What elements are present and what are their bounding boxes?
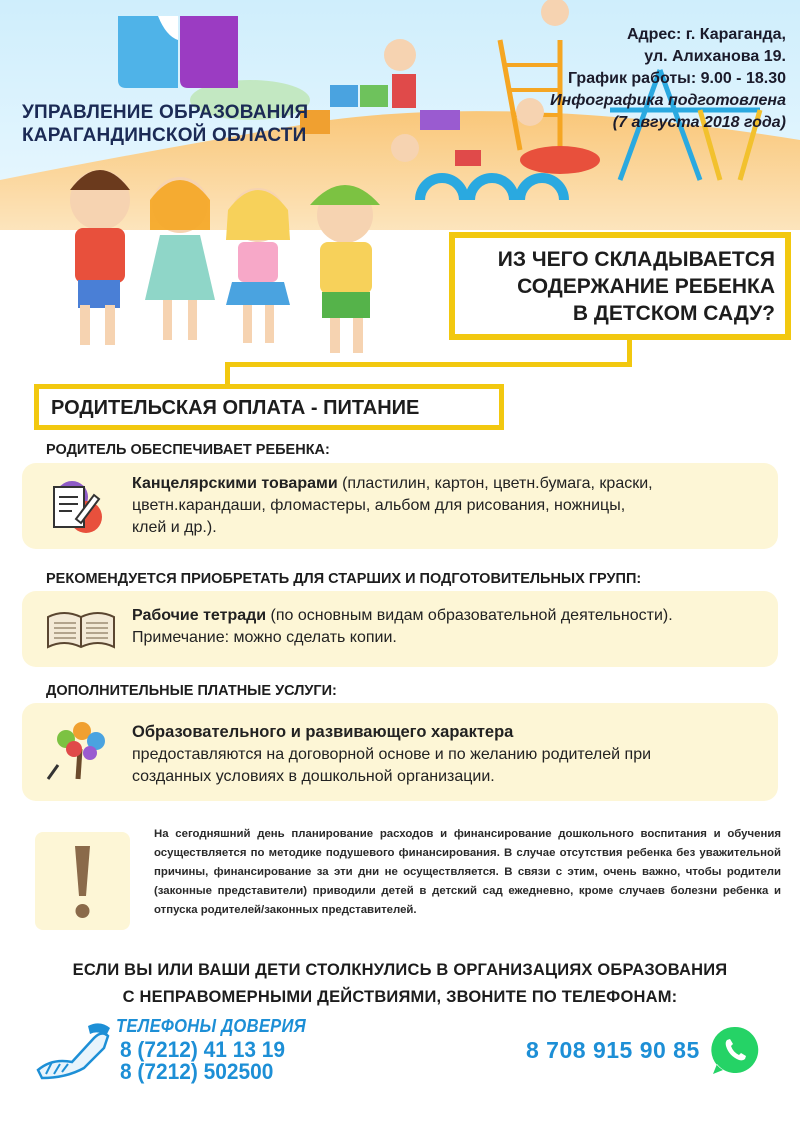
- cta-line2: С НЕПРАВОМЕРНЫМИ ДЕЙСТВИЯМИ, ЗВОНИТЕ ПО ТЕЛЕФОНАМ:: [122, 988, 678, 1006]
- workbooks-text: [132, 605, 673, 649]
- section-title: РОДИТЕЛЬСКАЯ ОПЛАТА - ПИТАНИЕ: [34, 384, 504, 430]
- org-name-line1: УПРАВЛЕНИЕ ОБРАЗОВАНИЯ: [22, 102, 309, 123]
- stationery-line1: (пластилин, картон, цветн.бумага, краски,: [337, 475, 653, 492]
- phone-handset-icon: [32, 1018, 114, 1080]
- org-name-line2: КАРАГАНДИНСКОЙ ОБЛАСТИ: [22, 125, 307, 146]
- hotline-title: ТЕЛЕФОНЫ ДОВЕРИЯ: [116, 1016, 307, 1036]
- hotline-phone-2[interactable]: 8 (7212) 502500: [120, 1059, 274, 1084]
- working-hours: График работы: 9.00 - 18.30: [567, 70, 786, 87]
- paid-services-bold: Образовательного и развивающего характера: [132, 723, 514, 741]
- stationery-line2: цветн.карандаши, фломастеры, альбом для рисования, ножницы,: [132, 497, 626, 514]
- knowledge-tree-icon: [44, 719, 114, 783]
- workbooks-bold: Рабочие тетради: [132, 607, 267, 624]
- document-pencil-icon: [46, 477, 106, 535]
- stationery-line3: клей и др.).: [132, 519, 217, 536]
- question-line2: СОДЕРЖАНИЕ РЕБЕНКА: [517, 275, 775, 298]
- info-card-paid-services: [22, 703, 778, 801]
- stationery-text: [132, 473, 653, 539]
- paid-services-line3: созданных условиях в дошкольной организации.: [132, 768, 495, 785]
- organization-logo: [118, 16, 238, 88]
- block-heading: РЕКОМЕНДУЕТСЯ ПРИОБРЕТАТЬ ДЛЯ СТАРШИХ И ПОДГОТОВИТЕЛЬНЫХ ГРУПП:: [46, 571, 642, 587]
- open-book-icon: [46, 607, 116, 651]
- hotline-phone-1[interactable]: 8 (7212) 41 13 19: [120, 1037, 286, 1062]
- info-card-stationery: [22, 463, 778, 549]
- block-heading: РОДИТЕЛЬ ОБЕСПЕЧИВАЕТ РЕБЕНКА:: [46, 442, 330, 458]
- connector-line: [627, 340, 632, 364]
- address-block: [550, 24, 786, 134]
- question-line1: ИЗ ЧЕГО СКЛАДЫВАЕТСЯ: [497, 248, 775, 271]
- whatsapp-number[interactable]: 8 708 915 90 85: [526, 1037, 700, 1063]
- cta-line1: ЕСЛИ ВЫ ИЛИ ВАШИ ДЕТИ СТОЛКНУЛИСЬ В ОРГАНИЗАЦИЯХ ОБРАЗОВАНИЯ: [72, 961, 728, 979]
- whatsapp-icon[interactable]: [709, 1024, 761, 1076]
- note-icon-box: [35, 832, 130, 930]
- paid-services-line2: предоставляются на договорной основе и по желанию родителей при: [132, 746, 652, 763]
- info-card-workbooks: [22, 591, 778, 667]
- question-line3: В ДЕТСКОМ САДУ?: [572, 302, 775, 325]
- prepared-date: (7 августа 2018 года): [612, 114, 786, 131]
- address-street: ул. Алиханова 19.: [644, 48, 786, 65]
- prepared-note: Инфографика подготовлена: [550, 92, 786, 109]
- paid-services-text: [132, 721, 651, 788]
- stationery-bold: Канцелярскими товарами: [132, 475, 338, 492]
- connector-line: [225, 362, 632, 367]
- workbooks-line1: (по основным видам образовательной деятельности).: [266, 607, 673, 624]
- block-heading: ДОПОЛНИТЕЛЬНЫЕ ПЛАТНЫЕ УСЛУГИ:: [46, 683, 337, 699]
- organization-name: [22, 101, 342, 147]
- address-city: Адрес: г. Караганда,: [626, 26, 786, 43]
- exclamation-icon: [35, 832, 130, 930]
- workbooks-line2: Примечание: можно сделать копии.: [132, 629, 397, 646]
- main-question-box: [449, 232, 791, 340]
- financing-note: На сегодняшний день планирование расходов и финансирование дошкольного воспитания и обучения осуществляется по методике подушевого финансирования. В случае отсутствия ребенка без уважительной причины, финансирование за эти дни не осуществляется. В связи с этим, очень важно, чтобы родители (законные представители) приводили детей в детский сад ежедневно, кроме случаев болезни ребенка и отпуска родителей/законных представителей.: [154, 828, 781, 916]
